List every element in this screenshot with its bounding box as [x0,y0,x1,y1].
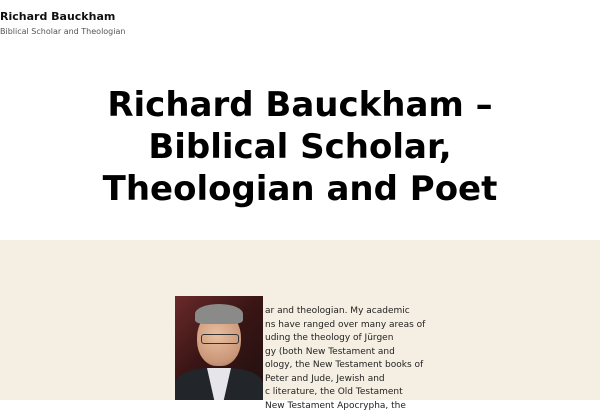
bio-line: gy (both New Testament and [265,346,435,360]
photo-hair [195,304,243,324]
bio-line: ology, the New Testament books of [265,359,435,373]
page-title-line: Biblical Scholar, [148,127,451,167]
site-header [0,10,125,38]
bio-section [0,240,600,400]
bio-line: Peter and Jude, Jewish and [265,373,435,387]
bio-line: ar and theologian. My academic [265,305,435,319]
photo-glasses [201,334,239,344]
site-title-link[interactable]: Richard Bauckham [0,10,125,24]
bio-line: New Testament Apocrypha, the [265,400,435,413]
hero-section [0,84,600,210]
bio-line: ns have ranged over many areas of [265,319,435,333]
portrait-photo [175,296,263,400]
bio-text [265,305,435,413]
page-title-line: Richard Bauckham – [107,85,492,125]
bio-line: uding the theology of Jürgen [265,332,435,346]
page-title-line: Theologian and Poet [103,169,498,209]
page-title [0,84,600,210]
site-tagline: Biblical Scholar and Theologian [0,26,125,38]
bio-line: c literature, the Old Testament [265,386,435,400]
